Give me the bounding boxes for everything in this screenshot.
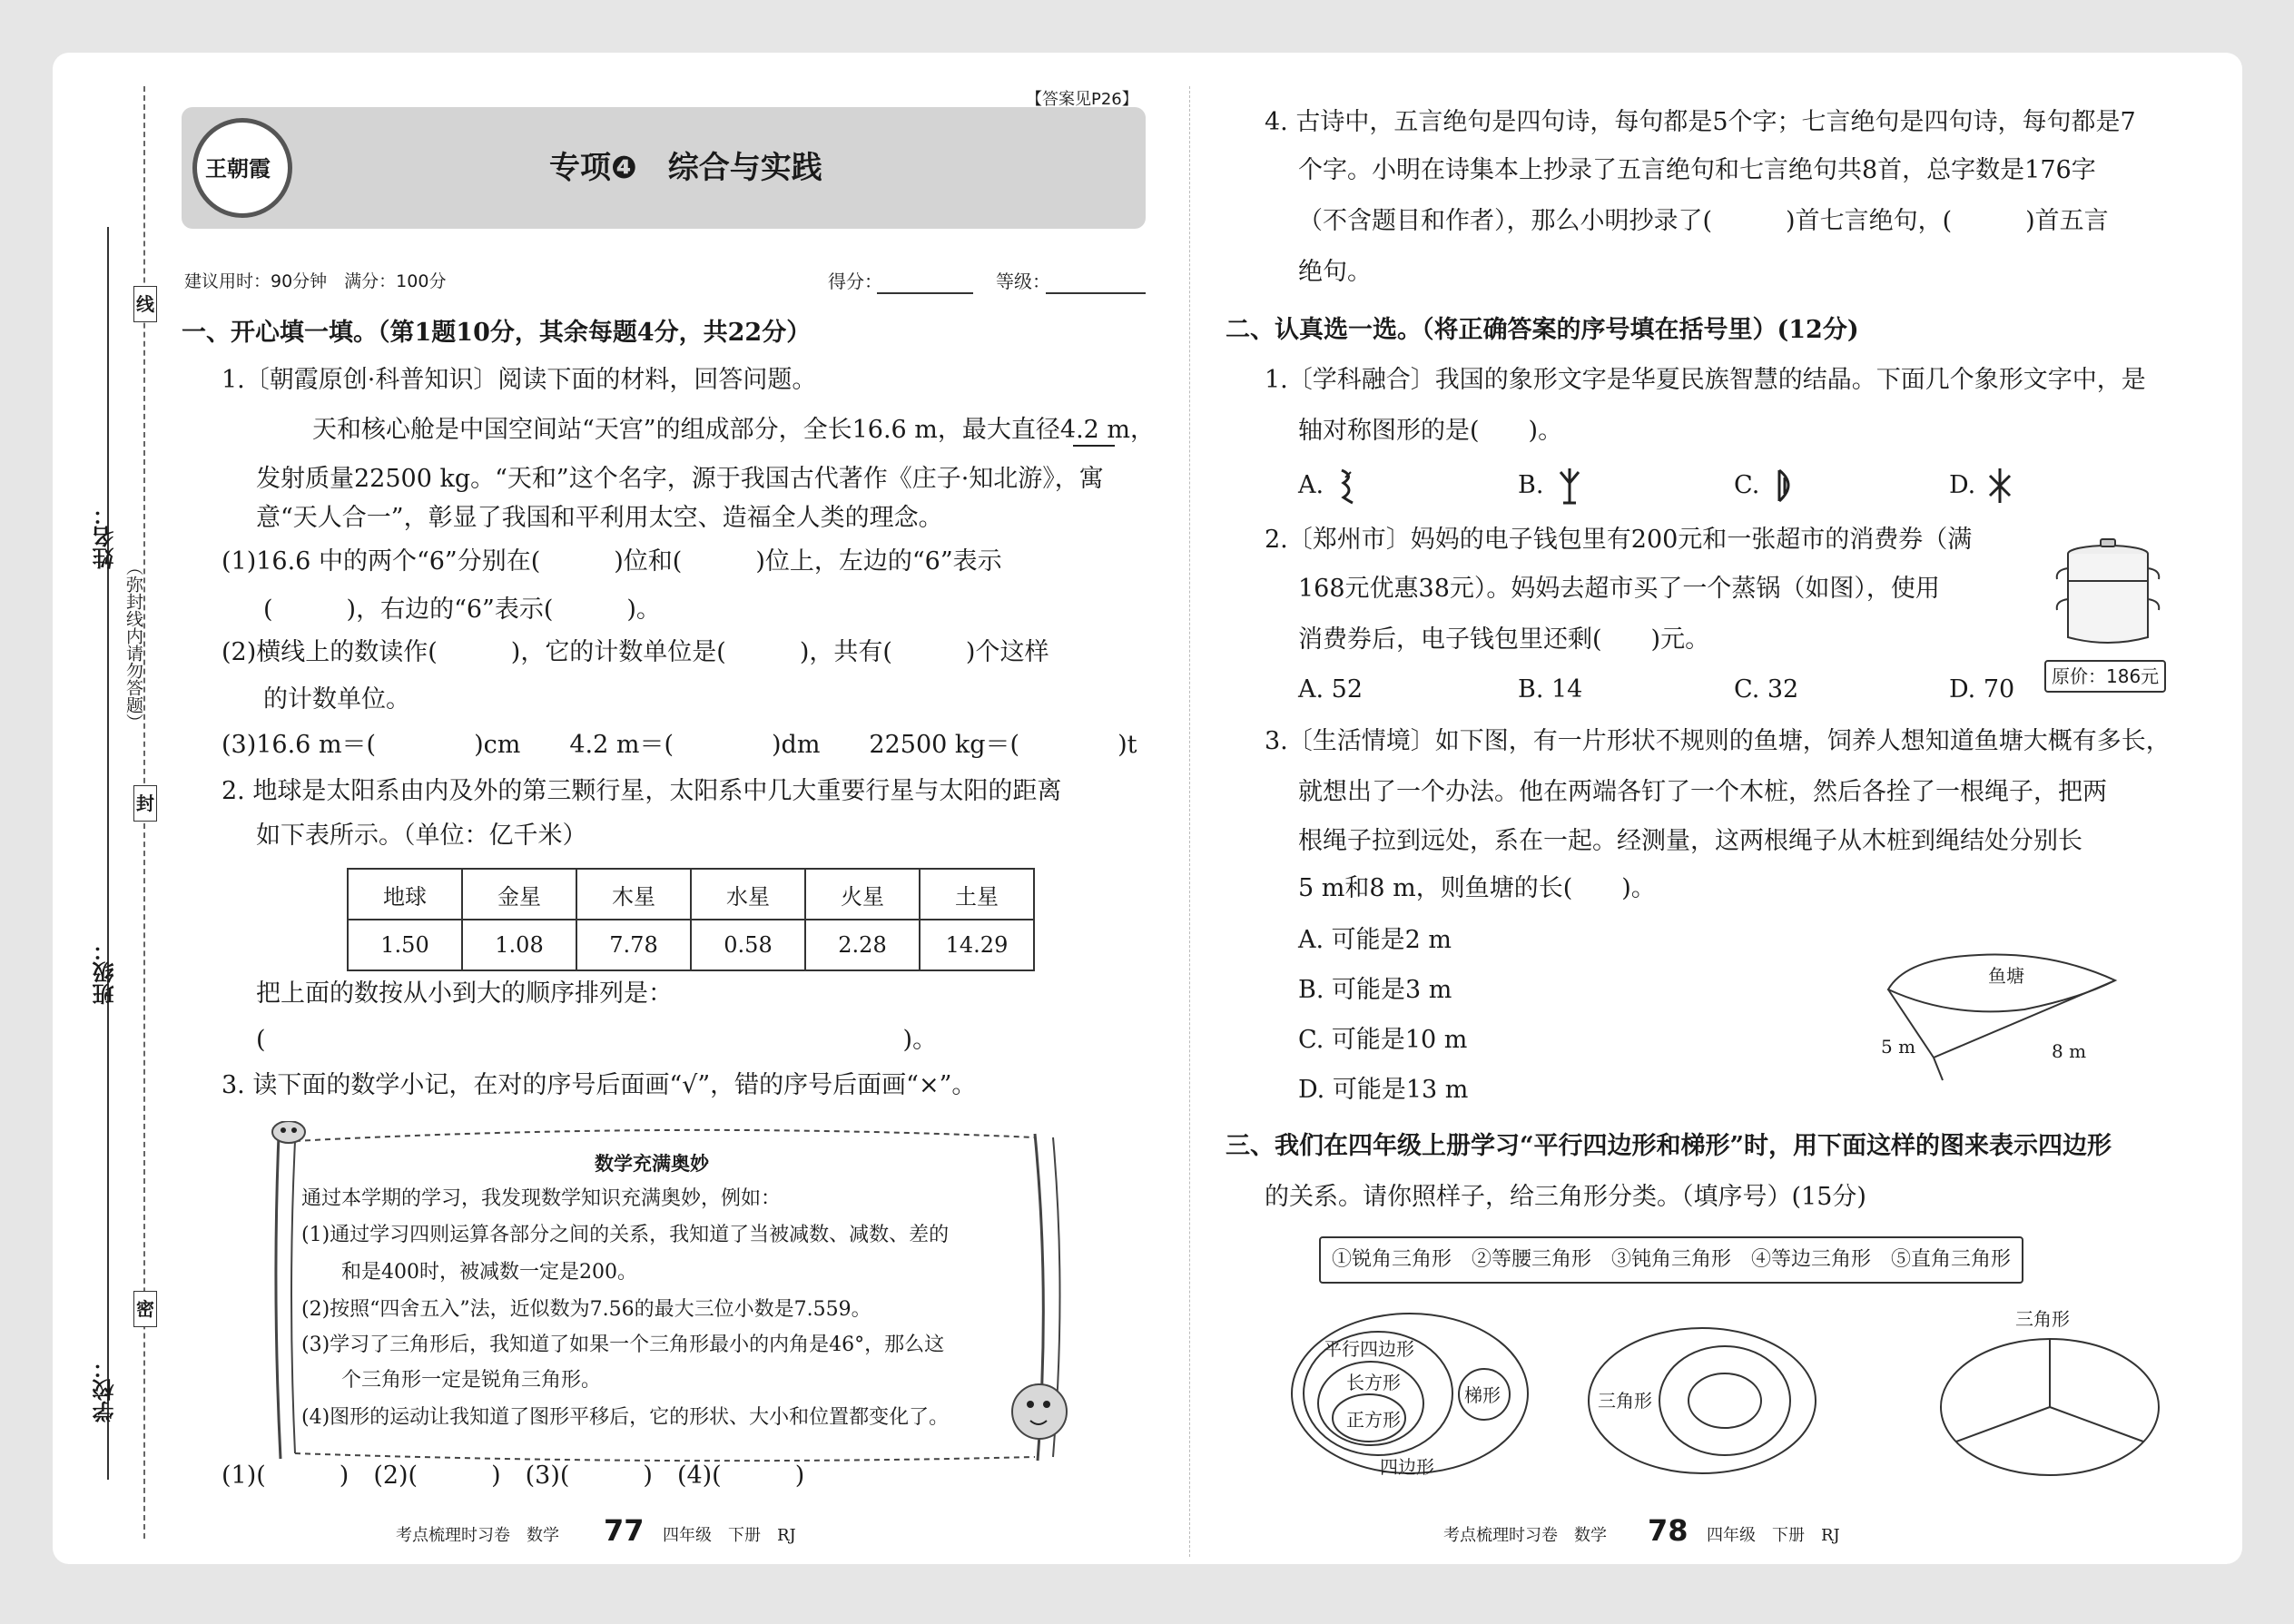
- c2-line-3: 消费券后，电子钱包里还剩( )元。: [1298, 625, 1710, 654]
- venn-label-parallelogram: 平行四边形: [1324, 1338, 1414, 1360]
- table-cell: 地球: [348, 869, 462, 920]
- pictograph-d-icon: [1986, 467, 2013, 505]
- q1-passage-line-1: 天和核心舱是中国空间站“天宫”的组成部分，全长16.6 m，最大直径4.2 m，: [312, 416, 1156, 444]
- table-cell: 火星: [805, 869, 920, 920]
- table-cell: 1.50: [348, 920, 462, 970]
- q4-line-3: （不含题目和作者），那么小明抄录了( )首七言绝句，( )首五言: [1298, 207, 2109, 235]
- c2-option-a: A. 52: [1298, 675, 1364, 704]
- pictograph-a-icon: [1334, 467, 1362, 505]
- school-label: 学校：: [93, 1357, 118, 1422]
- section-1-heading: 一、开心填一填。（第1题10分，其余每题4分，共22分）: [182, 319, 812, 347]
- score-blank: [877, 292, 973, 294]
- scroll-line: (3)学习了三角形后，我知道了如果一个三角形最小的内角是46°，那么这: [301, 1334, 945, 1356]
- q1-sub1-line-1: (1)16.6 中的两个“6”分别在( )位和( )位上，左边的“6”表示: [222, 547, 1002, 576]
- q1-sub3: (3)16.6 m＝( )cm 4.2 m＝( )dm 22500 kg＝( )t: [222, 731, 1137, 759]
- grade-blank: [1046, 292, 1146, 294]
- margin-mark-secret: 密: [133, 1291, 157, 1327]
- venn-label-quadrilateral: 四边形: [1380, 1456, 1434, 1478]
- page-divider: [1189, 86, 1190, 1557]
- scroll-line: 和是400时，被减数一定是200。: [301, 1261, 637, 1284]
- name-label: 姓名：: [93, 504, 118, 569]
- page-title: 专项❹ 综合与实践: [549, 150, 822, 186]
- table-cell: 土星: [920, 869, 1034, 920]
- c2-line-2: 168元优惠38元）。妈妈去超市买了一个蒸锅（如图），使用: [1298, 575, 1940, 603]
- c3-option-c: C. 可能是10 m: [1298, 1026, 1468, 1054]
- rope-label-5m: 5 m: [1881, 1036, 1916, 1058]
- venn-label-triangle-1: 三角形: [1598, 1390, 1652, 1412]
- grade-label: 等级：: [996, 271, 1050, 292]
- table-cell: 木星: [576, 869, 691, 920]
- q2-line-3: 把上面的数按从小到大的顺序排列是：: [256, 979, 673, 1008]
- q3-heading: 3. 读下面的数学小记，在对的序号后面画“√”，错的序号后面画“×”。: [222, 1071, 977, 1099]
- c1-option-a: A.: [1298, 471, 1324, 499]
- q2-line-2: 如下表所示。（单位：亿千米）: [256, 822, 587, 850]
- q1-sub1-line-2: ( )，右边的“6”表示( )。: [263, 595, 661, 624]
- c1-line-1: 1.〔学科融合〕我国的象形文字是华夏民族智慧的结晶。下面几个象形文字中，是: [1265, 366, 2146, 394]
- c3-option-a: A. 可能是2 m: [1298, 926, 1452, 954]
- c3-line-1: 3.〔生活情境〕如下图，有一片形状不规则的鱼塘，饲养人想知道鱼塘大概有多长，: [1265, 727, 2171, 755]
- section-2-heading: 二、认真选一选。（将正确答案的序号填在括号里）(12分): [1226, 316, 1859, 344]
- logo-text: 王朝霞: [205, 155, 271, 182]
- margin-mark-seal: 封: [133, 785, 157, 822]
- planet-distance-table: [347, 868, 1035, 971]
- c1-option-c: C.: [1734, 471, 1760, 499]
- table-cell: 1.08: [462, 920, 576, 970]
- c1-option-b: B.: [1518, 471, 1544, 499]
- answer-reference: 【答案见P26】: [1026, 90, 1138, 109]
- c3-line-3: 根绳子拉到远处，系在一起。经测量，这两根绳子从木桩到绳结处分别长: [1298, 827, 2082, 855]
- triangle-pie-blank[interactable]: [1936, 1334, 2163, 1480]
- footer-left-text: 考点梳理时习卷 数学: [396, 1526, 559, 1545]
- c2-line-1: 2.〔郑州市〕妈妈的电子钱包里有200元和一张超市的消费券（满: [1265, 526, 1973, 554]
- seal-notice: （弥封线内请勿答题）: [123, 558, 143, 731]
- steamer-pot-icon: [2053, 536, 2162, 649]
- c3-option-b: B. 可能是3 m: [1298, 976, 1452, 1004]
- venn-label-rectangle: 长方形: [1346, 1372, 1401, 1393]
- scroll-line: (1)通过学习四则运算各部分之间的关系，我知道了当被减数、减数、差的: [301, 1224, 950, 1246]
- venn-label-square: 正方形: [1346, 1409, 1401, 1431]
- pie-label-triangle-2: 三角形: [2015, 1308, 2070, 1330]
- class-label: 班级：: [93, 940, 118, 1005]
- triangle-types-box: ①锐角三角形 ②等腰三角形 ③钝角三角形 ④等边三角形 ⑤直角三角形: [1319, 1236, 2023, 1284]
- q1-sub2-line-1: (2)横线上的数读作( )，它的计数单位是( )，共有( )个这样: [222, 638, 1049, 666]
- table-value-row: [348, 920, 1034, 970]
- c3-line-2: 就想出了一个办法。他在两端各钉了一个木桩，然后各拴了一根绳子，把两: [1298, 778, 2107, 806]
- table-cell: 7.78: [576, 920, 691, 970]
- venn-label-trapezoid: 梯形: [1464, 1384, 1501, 1406]
- time-label: 建议用时：90分钟 满分：100分: [184, 271, 447, 291]
- scroll-line: (4)图形的运动让我知道了图形平移后，它的形状、大小和位置都变化了。: [301, 1406, 950, 1429]
- number-underline: [1073, 445, 1115, 447]
- q2-answer-blank[interactable]: ( )。: [256, 1026, 938, 1054]
- table-header-row: [348, 869, 1034, 920]
- q1-passage-line-3: 意“天人合一”，彰显了我国和平利用太空、造福全人类的理念。: [256, 504, 943, 532]
- pond-label: 鱼塘: [1988, 965, 2024, 987]
- scroll-line: 个三角形一定是锐角三角形。: [301, 1369, 602, 1392]
- footer-left-grade: 四年级 下册 RJ: [663, 1526, 796, 1545]
- page-number-right: 78: [1648, 1513, 1689, 1548]
- c3-line-4: 5 m和8 m，则鱼塘的长( )。: [1298, 874, 1656, 902]
- rope-label-8m: 8 m: [2052, 1040, 2087, 1062]
- q3-answer-blanks[interactable]: (1)( ) (2)( ) (3)( ) (4)( ): [222, 1462, 805, 1490]
- table-cell: 0.58: [691, 920, 805, 970]
- table-cell: 金星: [462, 869, 576, 920]
- section-3-line-1: 三、我们在四年级上册学习“平行四边形和梯形”时，用下面这样的图来表示四边形: [1226, 1132, 2112, 1160]
- page-number-left: 77: [604, 1513, 645, 1548]
- scroll-title: 数学充满奥妙: [595, 1153, 709, 1175]
- margin-mark-line: 线: [133, 286, 157, 322]
- c3-option-d: D. 可能是13 m: [1298, 1076, 1469, 1104]
- margin-rule: [107, 227, 109, 1480]
- q4-line-2: 个字。小明在诗集本上抄录了五言绝句和七言绝句共8首，总字数是176字: [1298, 156, 2096, 184]
- pictograph-b-icon: [1556, 467, 1583, 505]
- q1-passage-line-2: 发射质量22500 kg。“天和”这个名字，源于我国古代著作《庄子·知北游》，寓: [256, 465, 1104, 493]
- q4-line-1: 4. 古诗中，五言绝句是四句诗，每句都是5个字；七言绝句是四句诗，每句都是7: [1265, 108, 2136, 136]
- scroll-line: (2)按照“四舍五入”法，近似数为7.56的最大三位小数是7.559。: [301, 1298, 871, 1321]
- score-label: 得分：: [828, 271, 882, 292]
- section-3-line-2: 的关系。请你照样子，给三角形分类。（填序号）(15分): [1265, 1183, 1866, 1211]
- pictograph-c-icon: [1772, 467, 1799, 505]
- price-tag: 原价：186元: [2044, 660, 2166, 693]
- c1-option-d: D.: [1949, 471, 1976, 499]
- c2-option-c: C. 32: [1734, 675, 1799, 704]
- table-cell: 14.29: [920, 920, 1034, 970]
- c1-line-2: 轴对称图形的是( )。: [1298, 417, 1563, 445]
- c2-option-d: D. 70: [1949, 675, 2015, 704]
- q1-sub2-line-2: 的计数单位。: [263, 685, 410, 714]
- scroll-line: 通过本学期的学习，我发现数学知识充满奥妙，例如：: [301, 1187, 782, 1210]
- c2-option-b: B. 14: [1518, 675, 1583, 704]
- q4-line-4: 绝句。: [1298, 258, 1372, 286]
- q1-heading: 1.〔朝霞原创·科普知识〕阅读下面的材料，回答问题。: [222, 366, 817, 394]
- q2-line-1: 2. 地球是太阳系由内及外的第三颗行星，太阳系中几大重要行星与太阳的距离: [222, 777, 1062, 805]
- footer-right-grade: 四年级 下册 RJ: [1707, 1526, 1840, 1545]
- table-cell: 水星: [691, 869, 805, 920]
- footer-right-text: 考点梳理时习卷 数学: [1443, 1526, 1607, 1545]
- table-cell: 2.28: [805, 920, 920, 970]
